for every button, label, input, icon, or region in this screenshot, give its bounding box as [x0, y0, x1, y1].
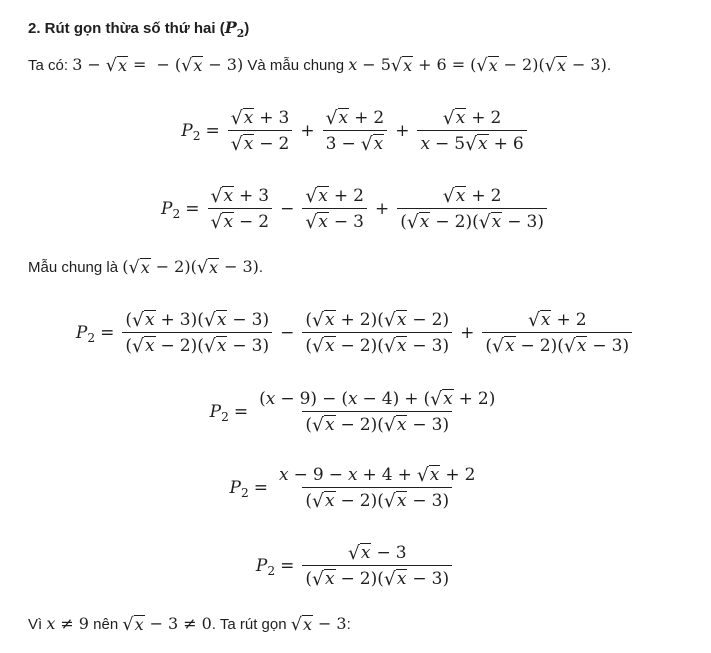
eq4-fraction-1: [256, 389, 498, 435]
eq5-lhs: $P_2$: [229, 478, 249, 501]
eq2-operator: −: [280, 199, 295, 220]
eq1-expression: [181, 108, 529, 154]
denominator: ( √ x − 2)( √ x − 3): [302, 565, 452, 589]
intro-expr-1: 3 − √ x = − ( √ x − 3): [72, 55, 244, 76]
conclusion-expr-1: x ≠ 9: [46, 614, 89, 633]
intro-expr-2: x − 5 √ x + 6 = ( √ x − 2)( √ x − 3): [348, 55, 607, 76]
intro-mid: Và mẫu chung: [243, 57, 349, 74]
denominator: 3 − √ x: [323, 130, 388, 154]
eq1-fraction-2: [323, 108, 388, 154]
intro-line: [28, 55, 611, 75]
eq1-fraction-1: [228, 108, 293, 154]
heading-var: P: [224, 18, 237, 37]
eq2-fraction-3: [397, 186, 547, 232]
numerator: x − 9 − x + 4 + √ x + 2: [279, 465, 476, 487]
eq6-lhs: $P_2$: [255, 556, 276, 579]
equation-1: [0, 108, 711, 154]
denominator: x − 5 √ x + 6: [417, 130, 526, 154]
denominator: √ x − 2: [208, 208, 273, 232]
numerator: ( √ x + 2)( √ x − 2): [305, 310, 450, 332]
eq2-fraction-2: [302, 186, 367, 232]
common-denominator-end: .: [258, 259, 264, 276]
eq1-operator: =: [205, 121, 220, 142]
eq5-expression: [230, 465, 482, 511]
eq3-expression: [76, 310, 635, 356]
heading-close: ): [244, 20, 250, 37]
conclusion-expr-3: √ x − 3: [290, 614, 347, 635]
eq4-lhs: $P_2$: [209, 402, 229, 425]
denominator: ( √ x − 2)( √ x − 3): [482, 332, 632, 356]
equation-6: [0, 543, 711, 589]
numerator: ( √ x + 3)( √ x − 3): [125, 310, 270, 332]
eq3-lhs: $P_2$: [75, 323, 96, 346]
conclusion-expr-2: √ x − 3 ≠ 0: [122, 614, 212, 635]
eq3-fraction-3: [482, 310, 632, 356]
conclusion-lead: Vì: [28, 616, 47, 633]
eq3-operator: −: [280, 323, 295, 344]
eq2-lhs: $P_2$: [161, 199, 181, 222]
eq1-operator: +: [300, 121, 315, 142]
eq2-operator: +: [374, 199, 390, 220]
eq3-operator: =: [100, 323, 115, 344]
numerator: √ x + 2: [527, 310, 587, 332]
numerator: √ x + 2: [442, 186, 502, 208]
denominator: ( √ x − 2)( √ x − 3): [302, 411, 452, 435]
numerator: (x − 9) − (x − 4) + ( √ x + 2): [259, 389, 496, 411]
eq4-operator: =: [233, 402, 249, 423]
numerator: √ x − 3: [347, 543, 407, 565]
equation-5: [0, 465, 711, 511]
denominator: ( √ x − 2)( √ x − 3): [122, 332, 272, 356]
numerator: √ x + 2: [325, 108, 385, 130]
numerator: √ x + 3: [230, 108, 290, 130]
eq5-fraction-1: [276, 465, 478, 511]
numerator: √ x + 3: [210, 186, 270, 208]
eq3-fraction-1: [122, 310, 272, 356]
common-denominator-lead: Mẫu chung là: [28, 259, 123, 276]
heading-text: 2. Rút gọn thừa số thứ hai (: [28, 20, 225, 37]
eq3-operator: +: [460, 323, 475, 344]
conclusion-end: :: [346, 616, 351, 633]
eq6-fraction-1: [302, 543, 452, 589]
eq6-operator: =: [280, 556, 295, 577]
eq1-fraction-3: [417, 108, 526, 154]
intro-end: .: [606, 57, 611, 74]
section-heading: [28, 18, 250, 40]
denominator: √ x − 3: [302, 208, 367, 232]
eq4-expression: [210, 389, 502, 435]
conclusion-mid: nên: [88, 616, 123, 633]
eq1-lhs: $P_2$: [181, 121, 201, 144]
conclusion-line: [28, 614, 351, 634]
eq2-fraction-1: [208, 186, 273, 232]
eq2-expression: [161, 186, 550, 232]
eq2-operator: =: [185, 199, 200, 220]
denominator: ( √ x − 2)( √ x − 3): [397, 208, 547, 232]
eq3-fraction-2: [302, 310, 452, 356]
denominator: ( √ x − 2)( √ x − 3): [302, 487, 452, 511]
equation-2: [0, 186, 711, 232]
equation-3: [0, 310, 711, 356]
numerator: √ x + 2: [442, 108, 502, 130]
equation-4: [0, 389, 711, 435]
conclusion-mid-2: . Ta rút gọn: [211, 616, 291, 633]
denominator: √ x − 2: [228, 130, 293, 154]
eq5-operator: =: [253, 478, 269, 499]
intro-lead: Ta có:: [28, 57, 73, 74]
heading-sub: 2: [236, 26, 245, 40]
eq1-operator: +: [395, 121, 410, 142]
numerator: √ x + 2: [305, 186, 364, 208]
eq6-expression: [256, 543, 455, 589]
common-denominator-expr: ( √ x − 2)( √ x − 3): [122, 257, 259, 278]
common-denominator-line: [28, 257, 263, 277]
denominator: ( √ x − 2)( √ x − 3): [302, 332, 452, 356]
